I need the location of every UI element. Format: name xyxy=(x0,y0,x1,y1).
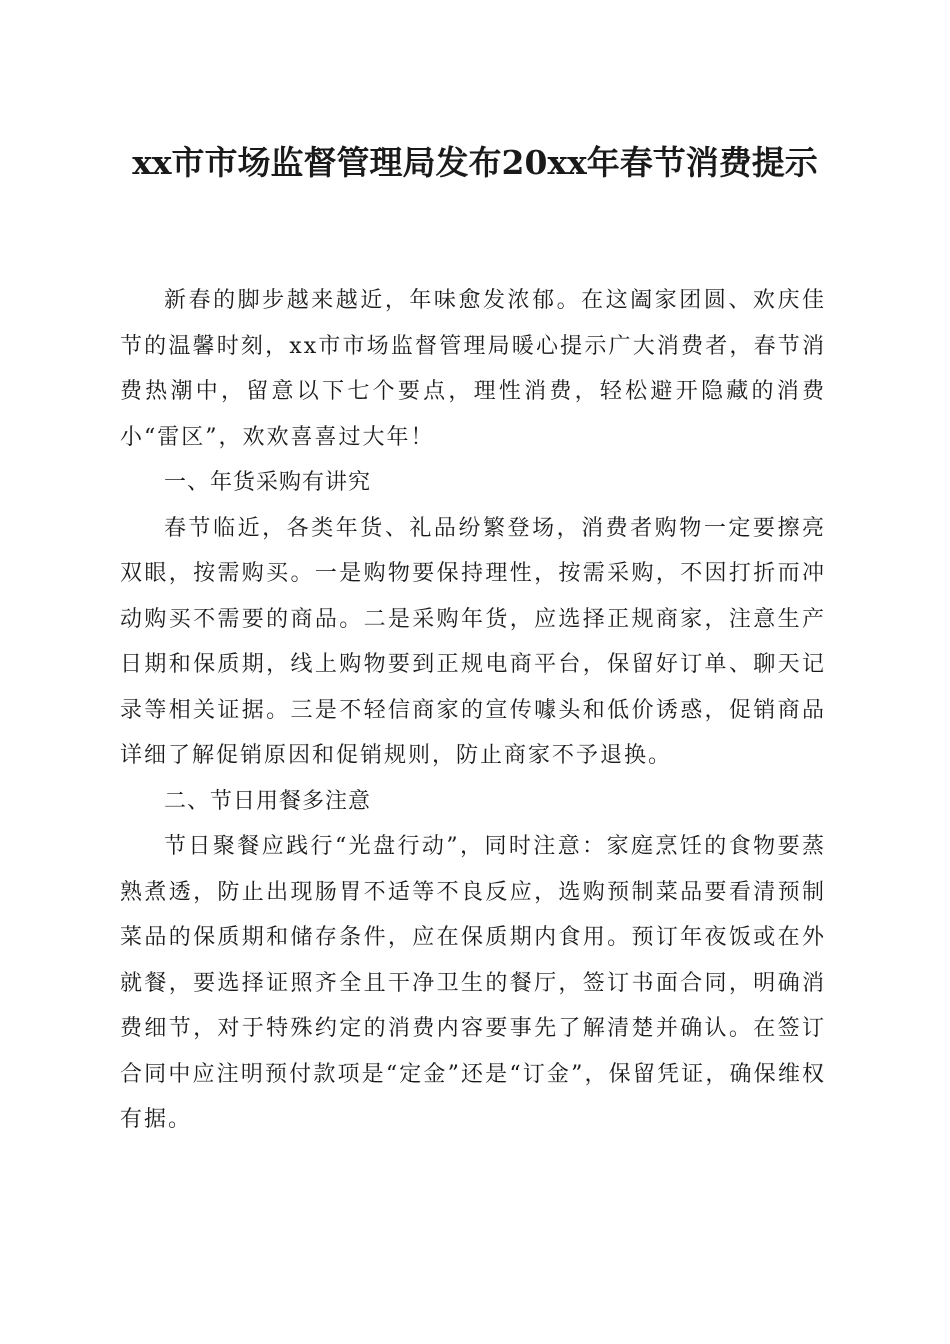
section-body-dining: 节日聚餐应践行“光盘行动”，同时注意：家庭烹饪的食物要蒸熟煮透，防止出现肠胃不适等不良反应，选购预制菜品要看清预制菜品的保质期和储存条件，应在保质期内食用。预订年夜饭或在外就餐，要选择证照齐全且干净卫生的餐厅，签订书面合同，明确消费细节，对于特殊约定的消费内容要事先了解清楚并确认。在签订合同中应注明预付款项是“定金”还是“订金”，保留凭证，确保维权有据。 xyxy=(120,834,826,1132)
document-title: xx市市场监督管理局发布20xx年春节消费提示 xyxy=(132,143,818,182)
document-body xyxy=(120,278,826,1143)
intro-paragraph: 新春的脚步越来越近，年味愈发浓郁。在这阖家团圆、欢庆佳节的温馨时刻，xx市市场监督管理局暖心提示广大消费者，春节消费热潮中，留意以下七个要点，理性消费，轻松避开隐藏的消费小“雷区”，欢欢喜喜过大年！ xyxy=(120,288,826,450)
section-heading-shopping: 一、年货采购有讲究 xyxy=(164,470,372,495)
section-body-shopping: 春节临近，各类年货、礼品纷繁登场，消费者购物一定要擦亮双眼，按需购买。一是购物要保持理性，按需采购，不因打折而冲动购买不需要的商品。二是采购年货，应选择正规商家，注意生产日期和保质期，线上购物要到正规电商平台，保留好订单、聊天记录等相关证据。三是不轻信商家的宣传噱头和低价诱惑，促销商品详细了解促销原因和促销规则，防止商家不予退换。 xyxy=(120,515,826,768)
section-heading-dining: 二、节日用餐多注意 xyxy=(164,788,372,814)
